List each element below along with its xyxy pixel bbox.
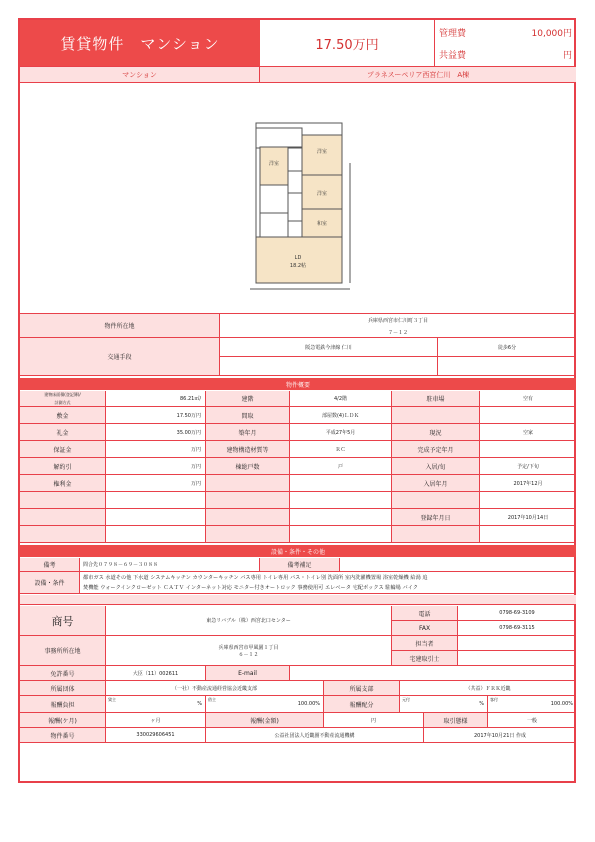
total-units-label: 棟総戸数	[206, 458, 290, 475]
remarks-label: 備考	[20, 558, 80, 572]
lender-small-label: 貸主	[108, 697, 116, 702]
property-number-label: 物件番号	[20, 728, 106, 743]
location-label: 物件所在地	[20, 314, 220, 338]
cancel-deduction-value: 万円	[106, 458, 206, 475]
fee-amount-label: 報酬(金額)	[206, 713, 324, 728]
remarks-value: 問合先０７９８－６９－３０８８	[80, 558, 260, 572]
structure-label: 建物構造材質等	[206, 441, 290, 458]
deal-label: 取引態様	[424, 713, 488, 728]
agent-share	[488, 696, 576, 713]
structure-value: ＲＣ	[290, 441, 392, 458]
org-value: （一社）不動産流通経営協会近畿支部	[106, 681, 324, 696]
address-line2: ７－１２	[387, 329, 408, 336]
email-label: E-mail	[206, 666, 290, 681]
registered-date-value: 2017年10月14日	[480, 509, 576, 526]
move-in-period-value: 予定/下旬	[480, 458, 576, 475]
mgmt-fee-label: 管理費	[439, 28, 467, 39]
room-ld-label: LD	[294, 255, 302, 261]
move-in-date-value: 2017年12月	[480, 475, 576, 492]
room-ld-size: 18.2帖	[289, 263, 307, 269]
tel-label: 電話	[392, 606, 458, 621]
built-date-value: 平成27年5月	[290, 424, 392, 441]
footer-organization: 公益社団法人近畿圏不動産流通機構	[206, 728, 424, 743]
facilities-line1: 都市ガス 水道その他 下水道 システムキッチン カウンターキッチン バス専用 トイレ専用 バス・トイレ別 洗面所 室内洗濯機置場 浴室乾燥機 給湯 追	[83, 574, 428, 581]
common-fee-label: 共益費	[439, 50, 467, 61]
borrower-small-label: 借主	[208, 697, 216, 702]
floor-area-label-line2: 計測方式	[54, 400, 71, 405]
floorplan-area	[20, 83, 576, 313]
facilities-title: 設備・条件・その他	[20, 545, 576, 557]
license-value: 大臣（11）002611	[106, 666, 206, 681]
license-label: 免許番号	[20, 666, 106, 681]
fee-amount-value: 円	[324, 713, 424, 728]
transport-label: 交通手段	[20, 338, 220, 376]
rights-fee-value: 万円	[106, 475, 206, 492]
total-units-value: 戸	[290, 458, 392, 475]
location-value	[220, 314, 576, 338]
rent-amount: 17.50万円	[260, 20, 435, 66]
fee-months-label: 報酬(ケ月)	[20, 713, 106, 728]
sheet-title: 賃貸物件 マンション	[20, 20, 260, 66]
org-label: 所属団体	[20, 681, 106, 696]
origin-pct: %	[479, 701, 484, 707]
mgmt-fee-value: 10,000円	[531, 28, 572, 39]
company-name-label: 商号	[20, 606, 106, 636]
fee-split-label: 報酬配分	[324, 696, 400, 713]
office-address	[106, 636, 392, 666]
origin-small-label: 元付	[402, 697, 410, 702]
room2-label: 洋室	[268, 161, 280, 167]
status-value: 空家	[480, 424, 576, 441]
person-label: 担当者	[392, 636, 458, 651]
fax-value: 0798-69-3115	[458, 621, 576, 636]
company-name: 東急リバブル（株）西宮北口センター	[106, 606, 392, 636]
parking-value: 空有	[480, 391, 576, 407]
guarantee-value: 万円	[106, 441, 206, 458]
floor-area-value: 86.21㎡/	[106, 391, 206, 407]
registered-date-label: 登録年月日	[392, 509, 480, 526]
rights-fee-label: 権利金	[20, 475, 106, 492]
deposit-label: 敷金	[20, 407, 106, 424]
guarantee-label: 保証金	[20, 441, 106, 458]
facilities-line2: 焚機能 ウォークインクローゼット ＣＡＴＶ インターネット対応 モニター付きオートロック 事務使用可 エレベータ 宅配ボックス 駐輪場 バイク	[83, 584, 418, 591]
layout-value: 部屋数(4)ＬＤＫ	[290, 407, 392, 424]
origin-share	[400, 696, 488, 713]
floor-area-label	[20, 391, 106, 407]
remarks-supplement-label: 備考補足	[260, 558, 340, 572]
fax-label: FAX	[392, 621, 458, 636]
room1-label: 洋室	[316, 149, 328, 155]
deposit-value: 17.50万円	[106, 407, 206, 424]
agent-small-label: 客付	[490, 697, 498, 702]
layout-label: 間取	[206, 407, 290, 424]
floor-area-label-line1: 建物床面積(登記簿)/	[44, 392, 81, 397]
move-in-period-label: 入居/旬	[392, 458, 480, 475]
completion-label: 完成予定年月	[392, 441, 480, 458]
facilities-value	[80, 572, 576, 594]
borrower-share	[206, 696, 324, 713]
office-label: 事務所所在地	[20, 636, 106, 666]
agent-label: 宅建取引士	[392, 651, 458, 666]
lender-pct: %	[197, 701, 202, 707]
fee-burden-label: 報酬負担	[20, 696, 106, 713]
floors-label: 建階	[206, 391, 290, 407]
deal-value: 一般	[488, 713, 576, 728]
property-type: マンション	[20, 67, 260, 82]
fee-months-value: ヶ月	[106, 713, 206, 728]
branch-value: （共益）ＦＲＫ近畿	[400, 681, 576, 696]
transport-walk: 徒歩6分	[438, 338, 576, 357]
parking-label: 駐車場	[392, 391, 480, 407]
floorplan-image	[20, 83, 576, 313]
status-label: 現況	[392, 424, 480, 441]
property-name: プラネスーペリア西宮仁川 A棟	[260, 67, 576, 82]
transport-line-station: 阪急電鉄今津線 仁川	[220, 338, 438, 357]
key-money-value: 35.00万円	[106, 424, 206, 441]
overview-title: 物件概要	[20, 378, 576, 390]
branch-label: 所属支部	[324, 681, 400, 696]
office-line1: 兵庫県西宮市甲風園１丁目	[218, 645, 279, 651]
agent-pct: 100.00%	[550, 701, 573, 707]
common-fee-value: 円	[562, 50, 572, 61]
room3-label: 洋室	[316, 191, 328, 197]
property-sheet	[18, 18, 576, 783]
borrower-pct: 100.00%	[297, 701, 320, 707]
facilities-label: 設備・条件	[20, 572, 80, 594]
cancel-deduction-label: 解約引	[20, 458, 106, 475]
key-money-label: 礼金	[20, 424, 106, 441]
address-line1: 兵庫県西宮市仁川町３丁目	[367, 317, 428, 324]
tel-value: 0798-69-3109	[458, 606, 576, 621]
property-number-value: 330029606451	[106, 728, 206, 743]
office-line2: ６－１２	[238, 652, 259, 658]
footer-created-date: 2017年10月21日 作成	[424, 728, 576, 743]
move-in-date-label: 入居年月	[392, 475, 480, 492]
built-date-label: 築年月	[206, 424, 290, 441]
floors-value: 4/2階	[290, 391, 392, 407]
room4-label: 和室	[316, 221, 328, 227]
lender-share	[106, 696, 206, 713]
